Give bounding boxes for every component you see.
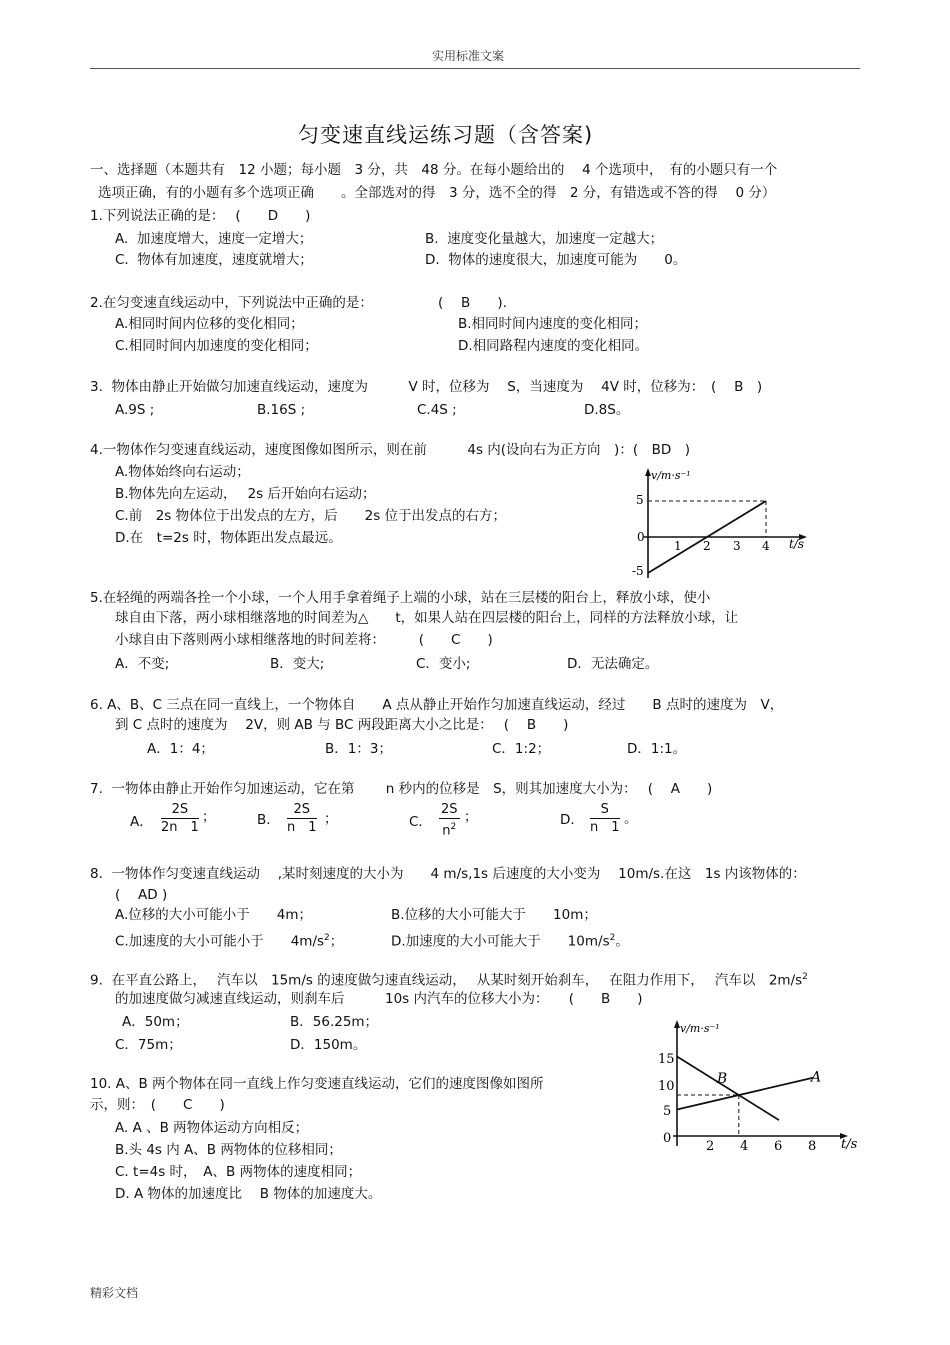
x-tick-1: 1 xyxy=(674,539,682,553)
x-tick-4: 4 xyxy=(762,539,770,553)
page-header: 实用标准文案 xyxy=(432,49,505,63)
q10-velocity-graph xyxy=(653,1018,860,1154)
q8-option-c-text: C.加速度的大小可能小于 4m/s xyxy=(115,933,325,950)
q9-option-c: C．75m； xyxy=(115,1037,182,1053)
q6-option-c: C．1:2； xyxy=(492,741,551,757)
line-b xyxy=(677,1057,779,1121)
q2-answer: ( B ). xyxy=(438,295,507,311)
q2-option-b: B.相同时间内速度的变化相同； xyxy=(458,316,648,332)
q6-option-a: A．1：4； xyxy=(147,741,214,757)
fraction-denominator: 2n 1 xyxy=(161,820,199,835)
q6-line2: 到 C 点时的速度为 2V，则 AB 与 BC 两段距离大小之比是： ( B ) xyxy=(115,717,569,733)
y-axis-label: v/m·s⁻¹ xyxy=(680,1022,720,1035)
q8-option-d-text: D.加速度的大小可能大于 10m/s xyxy=(391,933,610,950)
q7-option-d-fraction xyxy=(590,801,620,836)
fraction-numerator: S xyxy=(590,801,620,819)
y-axis-label: v/m·s⁻¹ xyxy=(651,469,691,482)
q5-line3: 小球自由下落则两小球相继落地的时间差将： ( C ) xyxy=(115,632,493,648)
q5-option-a: A．不变; xyxy=(115,656,170,672)
fraction-numerator: 2S xyxy=(441,802,458,817)
q9-line1-exponent: 2 xyxy=(802,972,808,982)
fraction-denominator: n 1 xyxy=(590,820,620,835)
q1-option-a: A. 加速度增大，速度一定增大； xyxy=(115,231,313,247)
q8-line1: 8. 一物体作匀变速直线运动 ,某时刻速度的大小为 4 m/s,1s 后速度的大小变为 10m/s.在这 1s 内该物体的： xyxy=(90,866,806,882)
line-b-label: B xyxy=(716,1071,728,1088)
x-axis-label: t/s xyxy=(841,1137,858,1152)
q5-line1: 5.在轻绳的两端各拴一个小球，一个人用手拿着绳子上端的小球，站在三层楼的阳台上，释放小球，使小 xyxy=(90,590,711,606)
q9-option-d: D．150m。 xyxy=(290,1037,367,1053)
q8-option-d-exponent: 2 xyxy=(609,933,616,943)
x-tick-6: 6 xyxy=(774,1139,783,1154)
fraction-numerator: 2S xyxy=(287,801,317,819)
q3-option-a: A.9S ; xyxy=(115,402,155,418)
q7-option-b-fraction xyxy=(287,801,317,836)
q10-option-b: B.头 4s 内 A、B 两物体的位移相同； xyxy=(115,1142,342,1158)
q3-option-b: B.16S ; xyxy=(257,402,306,418)
fraction-numerator: 2S xyxy=(161,801,199,819)
q8-option-c xyxy=(115,929,343,951)
q2-stem: 2.在匀变速直线运动中，下列说法中正确的是： xyxy=(90,295,373,311)
x-tick-2: 2 xyxy=(703,539,711,553)
x-tick-4: 4 xyxy=(740,1139,749,1154)
doc-title: 匀变速直线运练习题（含答案) xyxy=(298,123,594,147)
q5-option-b: B．变大; xyxy=(270,656,325,672)
q6-option-d: D．1:1。 xyxy=(627,741,687,757)
q8-option-c-tail: ； xyxy=(329,933,344,950)
q7-option-a-fraction xyxy=(161,801,199,836)
q7-stem: 7. 一物体由静止开始作匀加速运动，它在第 n 秒内的位移是 S，则其加速度大小为： ( A ) xyxy=(90,781,713,797)
q4-velocity-graph xyxy=(632,466,810,580)
q4-stem: 4.一物体作匀变速直线运动，速度图像如图所示，则在前 4s 内(设向右为正方向 )：( BD ) xyxy=(90,442,691,458)
y-tick-0: 0 xyxy=(637,530,645,544)
q1-stem: 1.下列说法正确的是： ( D ) xyxy=(90,208,311,224)
q5-option-d: D．无法确定。 xyxy=(567,656,659,672)
q3-option-c: C.4S ; xyxy=(417,402,457,418)
denominator-exponent: 2 xyxy=(450,822,457,832)
q1-option-c: C. 物体有加速度，速度就增大； xyxy=(115,252,313,268)
section-intro-line2: 选项正确，有的小题有多个选项正确 。全部选对的得 3 分，选不全的得 2 分，有错选或不答的得 0 分） xyxy=(98,185,776,201)
q3-stem: 3. 物体由静止开始做匀加速直线运动，速度为 V 时，位移为 S，当速度为 4V 时，位移为： ( B ) xyxy=(90,379,763,395)
header-rule xyxy=(90,68,860,69)
q6-line1: 6. A、B、C 三点在同一直线上，一个物体自 A 点从静止开始作匀加速直线运动，经过 B 点时的速度为 V， xyxy=(90,697,784,713)
q2-option-d: D.相同路程内速度的变化相同。 xyxy=(458,338,649,354)
x-tick-2: 2 xyxy=(706,1139,715,1154)
q2-option-c: C.相同时间内加速度的变化相同； xyxy=(115,338,318,354)
q10-line1: 10. A、B 两个物体在同一直线上作匀变速直线运动，它们的速度图像如图所 xyxy=(90,1076,544,1092)
q7-option-c-tail: ； xyxy=(464,809,478,825)
q8-option-c-exponent: 2 xyxy=(324,933,330,943)
y-tick-0: 0 xyxy=(663,1131,672,1146)
q7-option-a-label: A． xyxy=(130,814,153,830)
q4-option-a: A.物体始终向右运动； xyxy=(115,464,250,480)
q7-option-a-tail: ； xyxy=(202,809,216,825)
y-tick-10: 10 xyxy=(658,1079,675,1094)
q5-option-c: C．变小; xyxy=(416,656,471,672)
q1-option-b: B. 速度变化量越大，加速度一定越大； xyxy=(425,231,664,247)
fraction-denominator: n 1 xyxy=(287,820,317,835)
q7-option-d-tail: 。 xyxy=(624,811,638,827)
q8-line2: ( AD ) xyxy=(115,887,168,903)
q9-line1-text: 9. 在平直公路上， 汽车以 15m/s 的速度做匀速直线运动， 从某时刻开始刹车， 在阻力作用下， 汽车以 2m/s xyxy=(90,972,803,989)
q4-option-b: B.物体先向左运动， 2s 后开始向右运动； xyxy=(115,486,376,502)
q7-option-b-tail: ； xyxy=(324,811,338,827)
q7-option-d-label: D． xyxy=(560,812,584,828)
q2-option-a: A.相同时间内位移的变化相同； xyxy=(115,316,304,332)
y-tick-5: 5 xyxy=(663,1104,672,1119)
q10-option-d: D. A 物体的加速度比 B 物体的加速度大。 xyxy=(115,1186,382,1202)
q10-line2: 示，则： ( C ) xyxy=(90,1097,225,1113)
x-tick-3: 3 xyxy=(733,539,741,553)
q9-line1 xyxy=(90,968,808,990)
y-tick-neg5: -5 xyxy=(632,564,644,578)
y-tick-5: 5 xyxy=(636,493,644,507)
line-a-label: A xyxy=(811,1069,822,1086)
q9-line2: 的加速度做匀减速直线运动，则刹车后 10s 内汽车的位移大小为： ( B ) xyxy=(115,991,643,1007)
q1-option-d: D. 物体的速度很大，加速度可能为 0。 xyxy=(425,252,687,268)
q5-line2: 球自由下落，两小球相继落地的时间差为△ t，如果人站在四层楼的阳台上，同样的方法释放小球，让 xyxy=(115,610,739,626)
fraction-denominator xyxy=(439,819,460,839)
q8-option-d-tail: 。 xyxy=(615,933,629,950)
page-footer: 精彩文档 xyxy=(90,1286,139,1300)
q4-option-c: C.前 2s 物体位于出发点的左方，后 2s 位于出发点的右方； xyxy=(115,508,507,524)
q8-option-a: A.位移的大小可能小于 4m； xyxy=(115,907,313,923)
y-tick-15: 15 xyxy=(658,1052,675,1067)
section-intro-line1: 一、选择题（本题共有 12 小题；每小题 3 分，共 48 分。在每小题给出的 4 个选项中， 有的小题只有一个 xyxy=(90,162,778,178)
q7-option-b-label: B． xyxy=(257,812,280,828)
q7-option-c-label: C． xyxy=(409,814,432,830)
q3-option-d: D.8S。 xyxy=(584,402,630,418)
q9-option-a: A．50m； xyxy=(122,1014,189,1030)
q4-option-d: D.在 t=2s 时，物体距出发点最远。 xyxy=(115,530,342,546)
q8-option-d xyxy=(391,929,629,951)
x-tick-8: 8 xyxy=(808,1139,817,1154)
q7-option-c-fraction xyxy=(439,801,460,839)
q10-option-c: C. t=4s 时， A、B 两物体的速度相同； xyxy=(115,1164,362,1180)
denominator-base: n xyxy=(442,823,451,839)
x-axis-label: t/s xyxy=(789,537,805,551)
q10-option-a: A. A 、B 两物体运动方向相反； xyxy=(115,1120,309,1136)
q8-option-b: B.位移的大小可能大于 10m； xyxy=(391,907,597,923)
q9-option-b: B．56.25m； xyxy=(290,1014,379,1030)
q6-option-b: B．1：3； xyxy=(325,741,392,757)
line-a xyxy=(677,1078,813,1110)
